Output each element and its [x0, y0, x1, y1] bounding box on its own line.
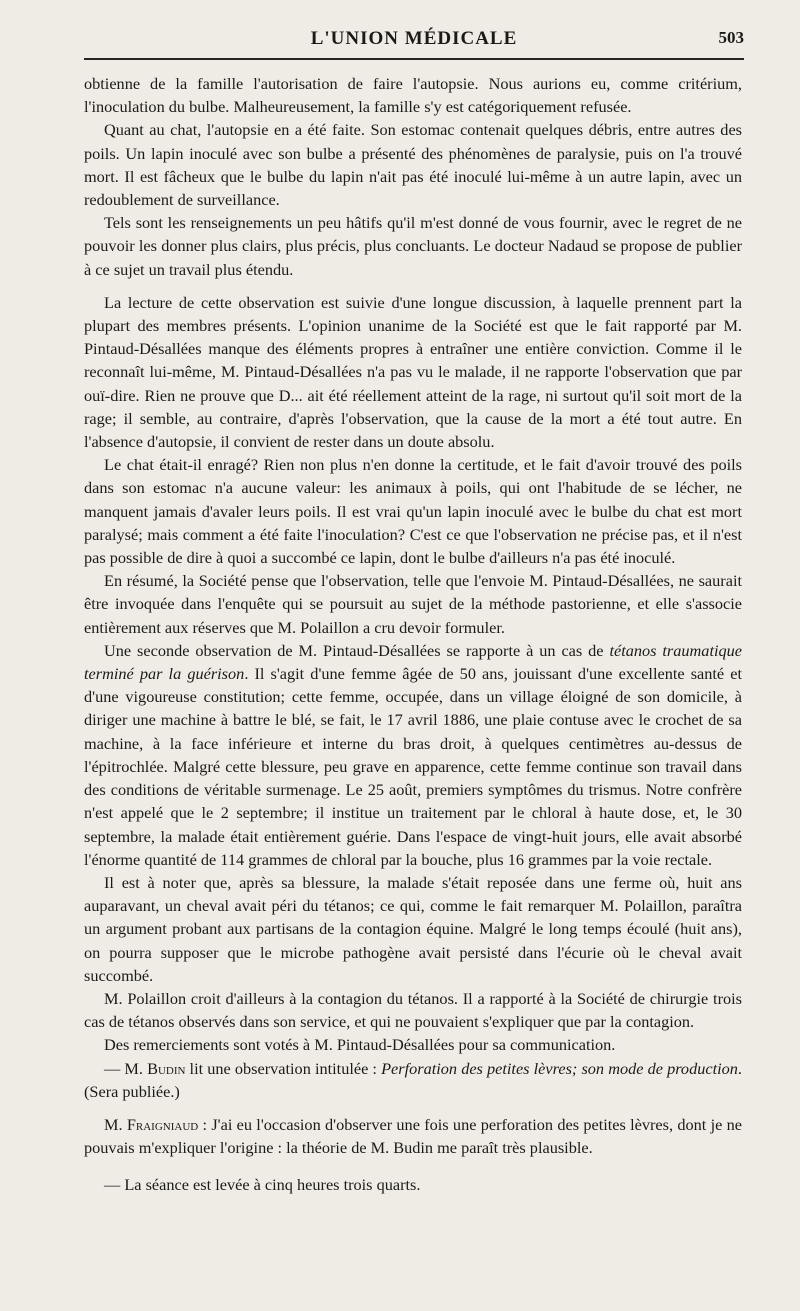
paragraph: En résumé, la Société pense que l'observation, telle que l'envoie M. Pintaud-Désallées, ne saurait être invoquée dans l'enquête qui se poursuit au sujet de la méthode pastorienne, et elle s'associe entièrement aux réserves que M. Polaillon a cru devoir formuler. [84, 571, 742, 637]
italic-title: Perforation des petites lèvres; son mode de production [381, 1058, 738, 1078]
paragraph: — La séance est levée à cinq heures trois quarts. [104, 1175, 421, 1195]
speaker-name: Budin [147, 1058, 186, 1078]
paragraph: Tels sont les renseignements un peu hâtifs qu'il m'est donné de vous fournir, avec le regret de ne pouvoir les donner plus clairs, plus précis, plus concluants. Le docteur Nadaud se propose de publier à ce sujet un travail plus étendu. [84, 213, 742, 279]
paragraph-text: : J'ai eu l'occasion d'observer une fois une perforation des petites lèvres, dont je ne pouvais m'expliquer l'origine : la théorie de M. Budin me paraît très plausible. [84, 1114, 742, 1158]
paragraph-text: Une seconde observation de M. Pintaud-Désallées se rapporte à un cas de [104, 640, 610, 660]
italic-title: tétanos traumatique terminé par la guérison [84, 640, 742, 684]
paragraph: Des remerciements sont votés à M. Pintaud-Désallées pour sa communication. [104, 1035, 616, 1055]
paragraph-text: lit une observation intitulée : [185, 1058, 382, 1078]
paragraph-text: M. [104, 1114, 127, 1134]
paragraph: Il est à noter que, après sa blessure, la malade s'était reposée dans une ferme où, huit ans auparavant, un cheval avait péri du tétanos; ce qui, comme le fait remarquer M. Polaillon, paraîtra un argument probant aux partisans de la contagion équine. Malgré le long temps écoulé (huit ans), on pourra supposer que le microbe pathogène avait persisté dans l'écurie où le cheval avait succombé. [84, 872, 742, 985]
running-title: L'UNION MÉDICALE [310, 28, 518, 49]
paragraph: obtienne de la famille l'autorisation de faire l'autopsie. Nous aurions eu, comme critérium, l'inoculation du bulbe. Malheureusement, la famille s'y est catégoriquement refusée. [84, 74, 742, 117]
speaker-name: Fraigniaud [126, 1114, 199, 1134]
paragraph: M. Polaillon croit d'ailleurs à la contagion du tétanos. Il a rapporté à la Société de chirurgie trois cas de tétanos observés dans son service, et qui ne pouvaient s'expliquer que par la contagion. [84, 988, 742, 1032]
paragraph-text: — M. [104, 1058, 148, 1078]
paragraph-text: . (Sera publiée.) [84, 1058, 742, 1101]
paragraph-text: . Il s'agit d'une femme âgée de 50 ans, jouissant d'une excellente santé et d'une vigoureuse constitution; cette femme, occupée, dans un village éloigné de son domicile, à diriger une machine à battre le blé, se fait, le 17 avril 1886, une plaie contuse avec le crochet de sa machine, à la face inférieure et interne du bras droit, à quelques centimètres au-dessus de l'épitrochlée. Malgré cette blessure, peu grave en apparence, cette femme continue son travail dans des conditions de véritable surmenage. Le 25 août, premiers symptômes du trismus. Notre confrère n'est appelé que le 2 septembre; il institue un traitement par le chloral à haute dose, et, le 30 septembre, la malade était entièrement guérie. Dans l'espace de vingt-huit jours, elle avait absorbé l'énorme quantité de 114 grammes de chloral par la bouche, plus 16 grammes par la voie rectale. [84, 664, 742, 869]
paragraph [84, 639, 742, 871]
page-header [84, 22, 744, 60]
article-body [84, 72, 742, 1197]
paragraph: La lecture de cette observation est suivie d'une longue discussion, à laquelle prennent part la plupart des membres présents. L'opinion unanime de la Société est que le fait rapporté par M. Pintaud-Désallées manque des éléments propres à entraîner une entière conviction. Comme il le reconnaît lui-même, M. Pintaud-Désallées n'a pas vu le malade, il ne rapporte l'observation que par ouï-dire. Rien ne prouve que D... ait été réellement atteint de la rage, ni surtout qu'il soit mort de la rage; il semble, au contraire, d'après l'observation, que la cause de la mort a été tout autre. En l'absence d'autopsie, il convient de rester dans un doute absolu. [84, 292, 742, 452]
paragraph [84, 1057, 742, 1103]
page-number: 503 [718, 28, 744, 47]
paragraph: Le chat était-il enragé? Rien non plus n'en donne la certitude, et le fait d'avoir trouvé des poils dans son estomac n'a aucune valeur: les animaux à poils, qui ont l'habitude de se lécher, ne manquent jamais d'avaler leurs poils. Il est vrai qu'un lapin inoculé avec le bulbe du chat est mort paralysé; mais comment a été faite l'inoculation? C'est ce que l'observation ne précise pas, et il n'est pas possible de dire à quoi a succombé ce lapin, dont le bulbe d'ailleurs n'a pas été inoculé. [84, 455, 742, 568]
paragraph: Quant au chat, l'autopsie en a été faite. Son estomac contenait quelques débris, entre autres des poils. Un lapin inoculé avec son bulbe a présenté des phénomènes de paralysie, puis on l'a trouvé mort. Il est fâcheux que le bulbe du lapin n'ait pas été inoculé lui-même à un autre lapin, avec un redoublement de surveillance. [84, 120, 742, 210]
paragraph [84, 1113, 742, 1159]
